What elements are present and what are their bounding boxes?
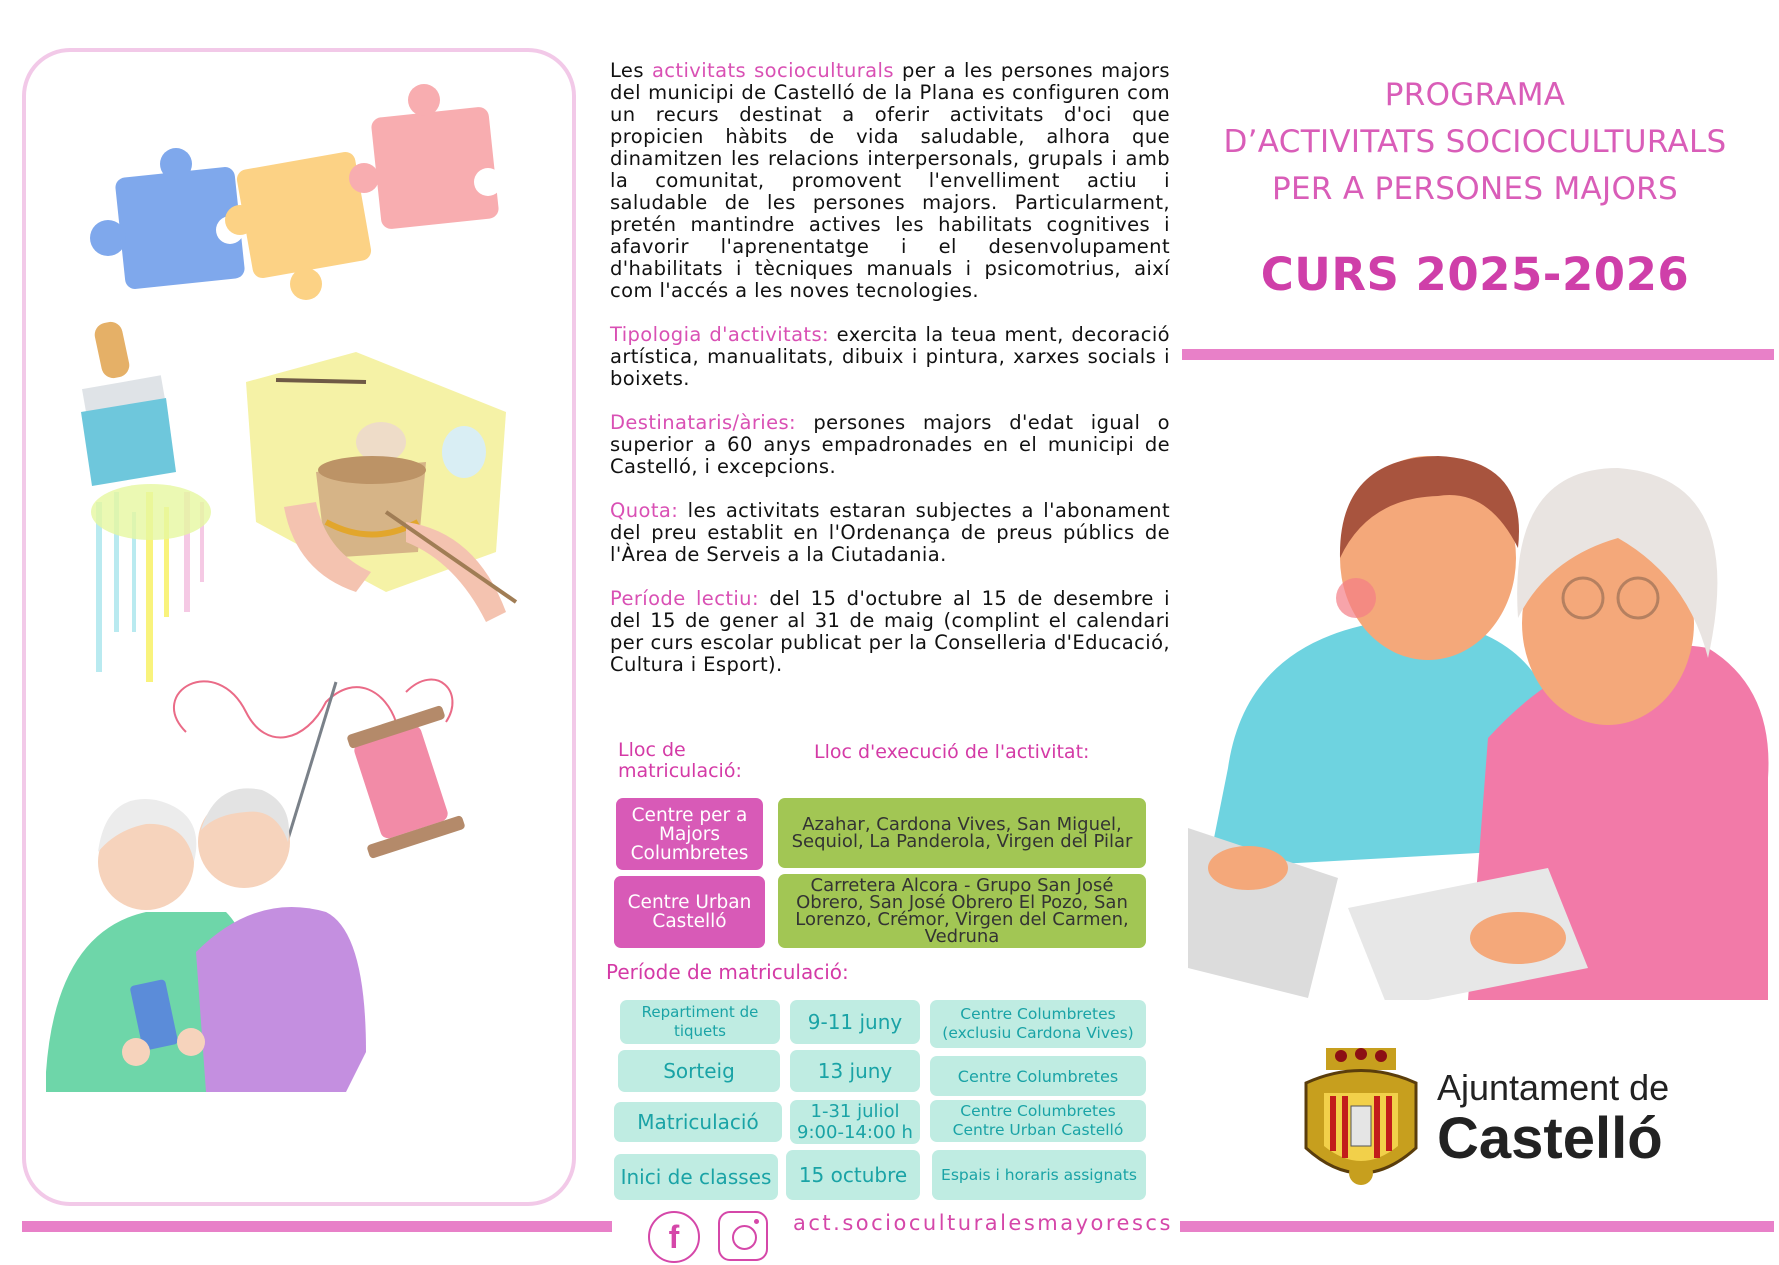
recipients-label: Destinataris/àries:: [610, 411, 797, 434]
pottery-painting-icon: [246, 352, 516, 622]
council-line1: Ajuntament de: [1437, 1067, 1670, 1108]
activity-types: Tipologia d'activitats: exercita la teua ment, decoració artística, manualitats, dibuix i pintura, xarxes socials i boixets.: [610, 323, 1170, 390]
table-place: Centre Columbretes: [930, 1056, 1146, 1096]
table-place: Centre Columbretes Centre Urban Castelló: [930, 1100, 1146, 1142]
table-date: 15 octubre: [786, 1150, 920, 1200]
course-title: CURS 2025-2026: [1260, 248, 1690, 301]
table-step: Inici de classes: [614, 1154, 778, 1200]
term-period-label: Període lectiu:: [610, 587, 759, 610]
activity-types-label: Tipologia d'activitats:: [610, 323, 829, 346]
fee-label: Quota:: [610, 499, 679, 522]
table-step: Sorteig: [618, 1050, 780, 1092]
social-handle[interactable]: act.socioculturalesmayorescs: [793, 1211, 1173, 1235]
couple-illustration: [1188, 448, 1774, 1000]
table-date: 1-31 juliol 9:00-14:00 h: [790, 1100, 920, 1144]
couple-reading-icon: [1188, 448, 1774, 1000]
centre-columbretes-box: Centre per a Majors Columbretes: [616, 798, 763, 870]
recipients: Destinataris/àries: persones majors d'edat igual o superior a 60 anys empadronades en el municipi de Castelló, i excepcions.: [610, 411, 1170, 478]
program-title: PROGRAMA D’ACTIVITATS SOCIOCULTURALS PER A PERSONES MAJORS: [1223, 77, 1727, 207]
council-line2: Castelló: [1437, 1106, 1663, 1171]
centre2-places-box: Carretera Alcora - Grupo San José Obrero, San José Obrero El Pozo, San Lorenzo, Crémor, Virgen del Carmen, Vedruna: [778, 874, 1146, 948]
castello-crest-logo: [1296, 1048, 1426, 1198]
table-step: Repartiment de tiquets: [620, 1000, 780, 1044]
table-place: Centre Columbretes (exclusiu Cardona Vives): [930, 1000, 1146, 1048]
table-date: 13 juny: [790, 1050, 920, 1092]
highlight-term: activitats socioculturals: [651, 59, 894, 82]
centre-urban-box: Centre Urban Castelló: [614, 876, 765, 948]
table-date: 9-11 juny: [790, 1000, 920, 1044]
table-step: Matriculació: [614, 1102, 782, 1142]
instagram-icon[interactable]: [718, 1211, 768, 1261]
description-text: [610, 60, 1170, 698]
enroll-location-label: Lloc de matriculació:: [618, 739, 742, 782]
centre1-places-box: Azahar, Cardona Vives, San Miguel, Sequiol, La Panderola, Virgen del Pilar: [778, 798, 1146, 868]
table-place: Espais i horaris assignats: [932, 1150, 1146, 1200]
illustrations: [26, 52, 572, 1202]
divider: [1182, 349, 1774, 360]
term-period: Període lectiu: del 15 d'octubre al 15 de desembre i del 15 de gener al 31 de maig (complint el calendari per curs escolar publicat per la Conselleria d'Educació, Cultura i Esport).: [610, 587, 1170, 676]
elderly-couple-icon: [46, 788, 366, 1092]
intro-paragraph: Les activitats socioculturals per a les persones majors del municipi de Castelló de la Plana es configuren com un recurs destinat a oferir activitats d'oci que propicien hàbits de vida saludable, alhora que dinamitzen les relacions interpersonals, grupals i amb la comunitat, promovent l'envelliment actiu i saludable de les persones majors. Particularment, pretén mantindre actives les habilitats cognitives i afavorir l'aprenentatge i el desenvolupament d'habilitats i tècniques manuals i psicomotrius, així com l'accés a les noves tecnologies.: [610, 59, 1170, 302]
fee: Quota: les activitats estaran subjectes a l'abonament del preu establit en l'Ordenança de preus públics de l'Àrea de Serveis a la Ciutadania.: [610, 499, 1170, 566]
illustration-panel: [22, 48, 576, 1206]
exec-location-label: Lloc d'execució de l'activitat:: [814, 741, 1090, 763]
paintbrush-icon: [81, 320, 211, 682]
council-name: [1437, 1068, 1669, 1170]
puzzle-icon: [90, 84, 502, 300]
footer-divider-left: [22, 1221, 612, 1232]
footer-divider-right: [1180, 1221, 1774, 1232]
enrollment-period-label: Període de matriculació:: [606, 960, 849, 984]
facebook-icon[interactable]: f: [648, 1211, 700, 1263]
